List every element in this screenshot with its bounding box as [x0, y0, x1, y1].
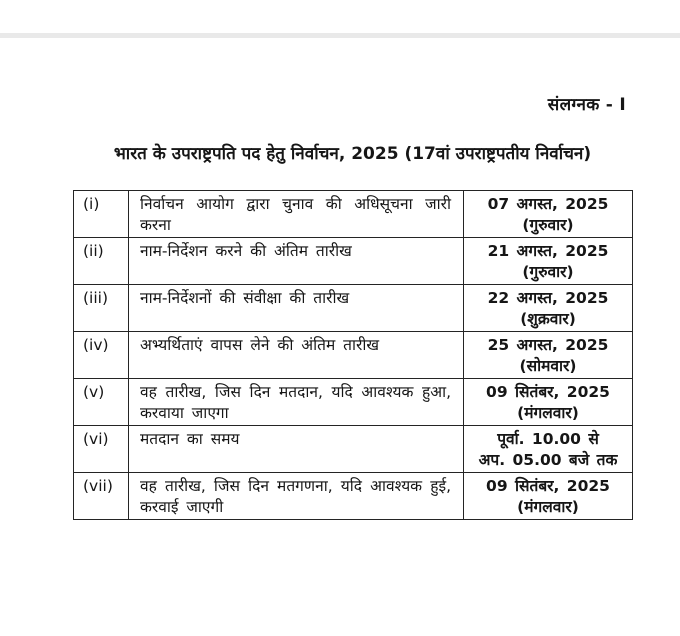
table-row — [74, 473, 633, 520]
annexure-label: संलग्नक - I — [547, 95, 626, 115]
row-date-line2: अप. 05.00 बजे तक — [478, 451, 618, 469]
row-serial-number: (v) — [74, 379, 129, 426]
table-row — [74, 426, 633, 473]
row-serial-number: (vi) — [74, 426, 129, 473]
row-date-line2: (सोमवार) — [519, 357, 577, 375]
row-serial-number: (ii) — [74, 238, 129, 285]
row-date-cell — [464, 379, 633, 426]
row-date-line2: (शुक्रवार) — [520, 310, 576, 328]
row-date-line1: 22 अगस्त, 2025 — [487, 289, 609, 307]
row-event-description: वह तारीख, जिस दिन मतगणना, यदि आवश्यक हुई, करवाई जाएगी — [129, 473, 464, 520]
table-row — [74, 285, 633, 332]
schedule-table-body — [74, 191, 633, 520]
row-date-cell — [464, 426, 633, 473]
row-serial-number: (iv) — [74, 332, 129, 379]
top-separator-line — [0, 33, 680, 38]
row-date-line2: (मंगलवार) — [517, 404, 579, 422]
row-event-description: निर्वाचन आयोग द्वारा चुनाव की अधिसूचना जारी करना — [129, 191, 464, 238]
row-date-cell — [464, 238, 633, 285]
row-date-line1: 09 सितंबर, 2025 — [486, 477, 610, 495]
row-date-line2: (मंगलवार) — [517, 498, 579, 516]
row-event-description: वह तारीख, जिस दिन मतदान, यदि आवश्यक हुआ, करवाया जाएगा — [129, 379, 464, 426]
row-date-line1: 09 सितंबर, 2025 — [486, 383, 610, 401]
row-date-line2: (गुरुवार) — [522, 216, 574, 234]
table-row — [74, 332, 633, 379]
table-row — [74, 379, 633, 426]
row-event-description: अभ्यर्थिताएं वापस लेने की अंतिम तारीख — [129, 332, 464, 379]
page-title: भारत के उपराष्ट्रपति पद हेतु निर्वाचन, 2025 (17वां उपराष्ट्रपतीय निर्वाचन) — [113, 144, 592, 164]
row-date-cell — [464, 285, 633, 332]
row-date-line2: (गुरुवार) — [522, 263, 574, 281]
row-event-description: मतदान का समय — [129, 426, 464, 473]
row-serial-number: (vii) — [74, 473, 129, 520]
row-serial-number: (iii) — [74, 285, 129, 332]
row-event-description: नाम-निर्देशन करने की अंतिम तारीख — [129, 238, 464, 285]
row-date-cell — [464, 191, 633, 238]
row-date-cell — [464, 473, 633, 520]
table-row — [74, 238, 633, 285]
row-date-line1: 07 अगस्त, 2025 — [487, 195, 609, 213]
row-date-line1: 21 अगस्त, 2025 — [487, 242, 609, 260]
row-date-line1: 25 अगस्त, 2025 — [487, 336, 609, 354]
row-event-description: नाम-निर्देशनों की संवीक्षा की तारीख — [129, 285, 464, 332]
row-date-cell — [464, 332, 633, 379]
row-serial-number: (i) — [74, 191, 129, 238]
row-date-line1: पूर्वा. 10.00 से — [497, 430, 599, 448]
table-row — [74, 191, 633, 238]
election-schedule-table — [73, 190, 633, 520]
